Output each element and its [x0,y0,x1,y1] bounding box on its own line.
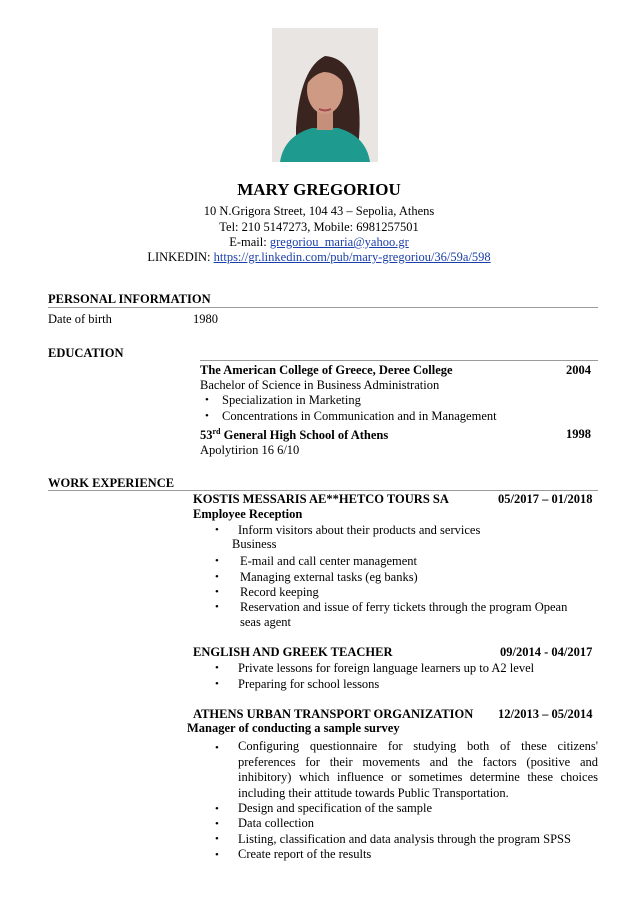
job-bullet: Listing, classification and data analysis through the program SPSS [238,832,571,846]
job-bullet: Reservation and issue of ferry tickets through the program Opean [240,600,568,614]
job-bullet: Create report of the results [238,847,372,861]
dob-label: Date of birth [48,312,112,326]
school-name: The American College of Greece, Deree College [200,363,453,377]
job-company: KOSTIS MESSARIS AE**HETCO TOURS SA [193,492,449,506]
linkedin-link[interactable]: https://gr.linkedin.com/pub/mary-gregoriou/36/59a/598 [213,250,491,264]
portrait-image [272,28,378,162]
bullet-icon: • [215,849,219,861]
phone-line: Tel: 210 5147273, Mobile: 6981257501 [219,220,419,234]
job-bullet: Preparing for school lessons [238,677,380,691]
bullet-icon: • [205,394,209,406]
work-experience-heading: WORK EXPERIENCE [48,476,175,490]
bullet-icon: • [215,571,219,583]
job-bullet: Private lessons for foreign language learners up to A2 level [238,661,535,675]
email-line [0,235,638,250]
job-bullet: Managing external tasks (eg banks) [240,570,418,584]
email-label: E-mail: [229,235,270,249]
education-bullet: Concentrations in Communication and in Management [222,409,497,423]
school-year: 1998 [566,427,591,441]
section-divider [48,307,598,308]
job-company: ENGLISH AND GREEK TEACHER [193,645,393,659]
profile-photo [272,28,378,162]
email-link[interactable]: gregoriou_maria@yahoo.gr [269,235,409,249]
bullet-icon: • [215,601,219,613]
job-bullet: Inform visitors about their products and services [238,523,481,537]
school-year: 2004 [566,363,591,377]
bullet-icon: • [215,742,219,754]
job-role: Employee Reception [193,507,303,521]
education-heading: EDUCATION [48,346,124,360]
job-bullet: E-mail and call center management [240,554,417,568]
school-name: 53rd General High School of Athens [200,427,389,443]
bullet-icon: • [215,803,219,815]
bullet-icon: • [215,586,219,598]
degree: Bachelor of Science in Business Administration [200,378,440,392]
bullet-icon: • [215,678,219,690]
bullet-icon: • [215,833,219,845]
job-dates: 09/2014 - 04/2017 [500,645,593,659]
job-role: Manager of conducting a sample survey [187,721,400,735]
degree: Apolytirion 16 6/10 [200,443,300,457]
candidate-name: MARY GREGORIOU [237,180,401,199]
section-divider [48,490,598,491]
bullet-icon: • [205,410,209,422]
address-line: 10 N.Grigora Street, 104 43 – Sepolia, Athens [203,204,435,218]
bullet-icon: • [215,555,219,567]
job-company: ATHENS URBAN TRANSPORT ORGANIZATION [193,707,474,721]
job-bullet: Configuring questionnaire for studying both of these citizens' preferences for their movements and the factors (positive and inhibitory) which influence or sometimes determine these choices including their attitude towards Public Transportation. [238,739,598,800]
personal-info-heading: PERSONAL INFORMATION [48,292,211,306]
job-bullet: Design and specification of the sample [238,801,433,815]
job-dates: 05/2017 – 01/2018 [498,492,593,506]
linkedin-line [0,250,638,265]
education-bullet: Specialization in Marketing [222,393,361,407]
section-divider [200,360,598,361]
linkedin-label: LINKEDIN: [147,250,214,264]
job-dates: 12/2013 – 05/2014 [498,707,593,721]
dob-value: 1980 [193,312,218,326]
bullet-icon: • [215,662,219,674]
job-bullet: Data collection [238,816,315,830]
bullet-icon: • [215,524,219,536]
job-bullet: Record keeping [240,585,319,599]
bullet-icon: • [215,818,219,830]
job-bullet-continued: seas agent [240,615,292,629]
job-bullet-continued: Business [232,537,277,551]
